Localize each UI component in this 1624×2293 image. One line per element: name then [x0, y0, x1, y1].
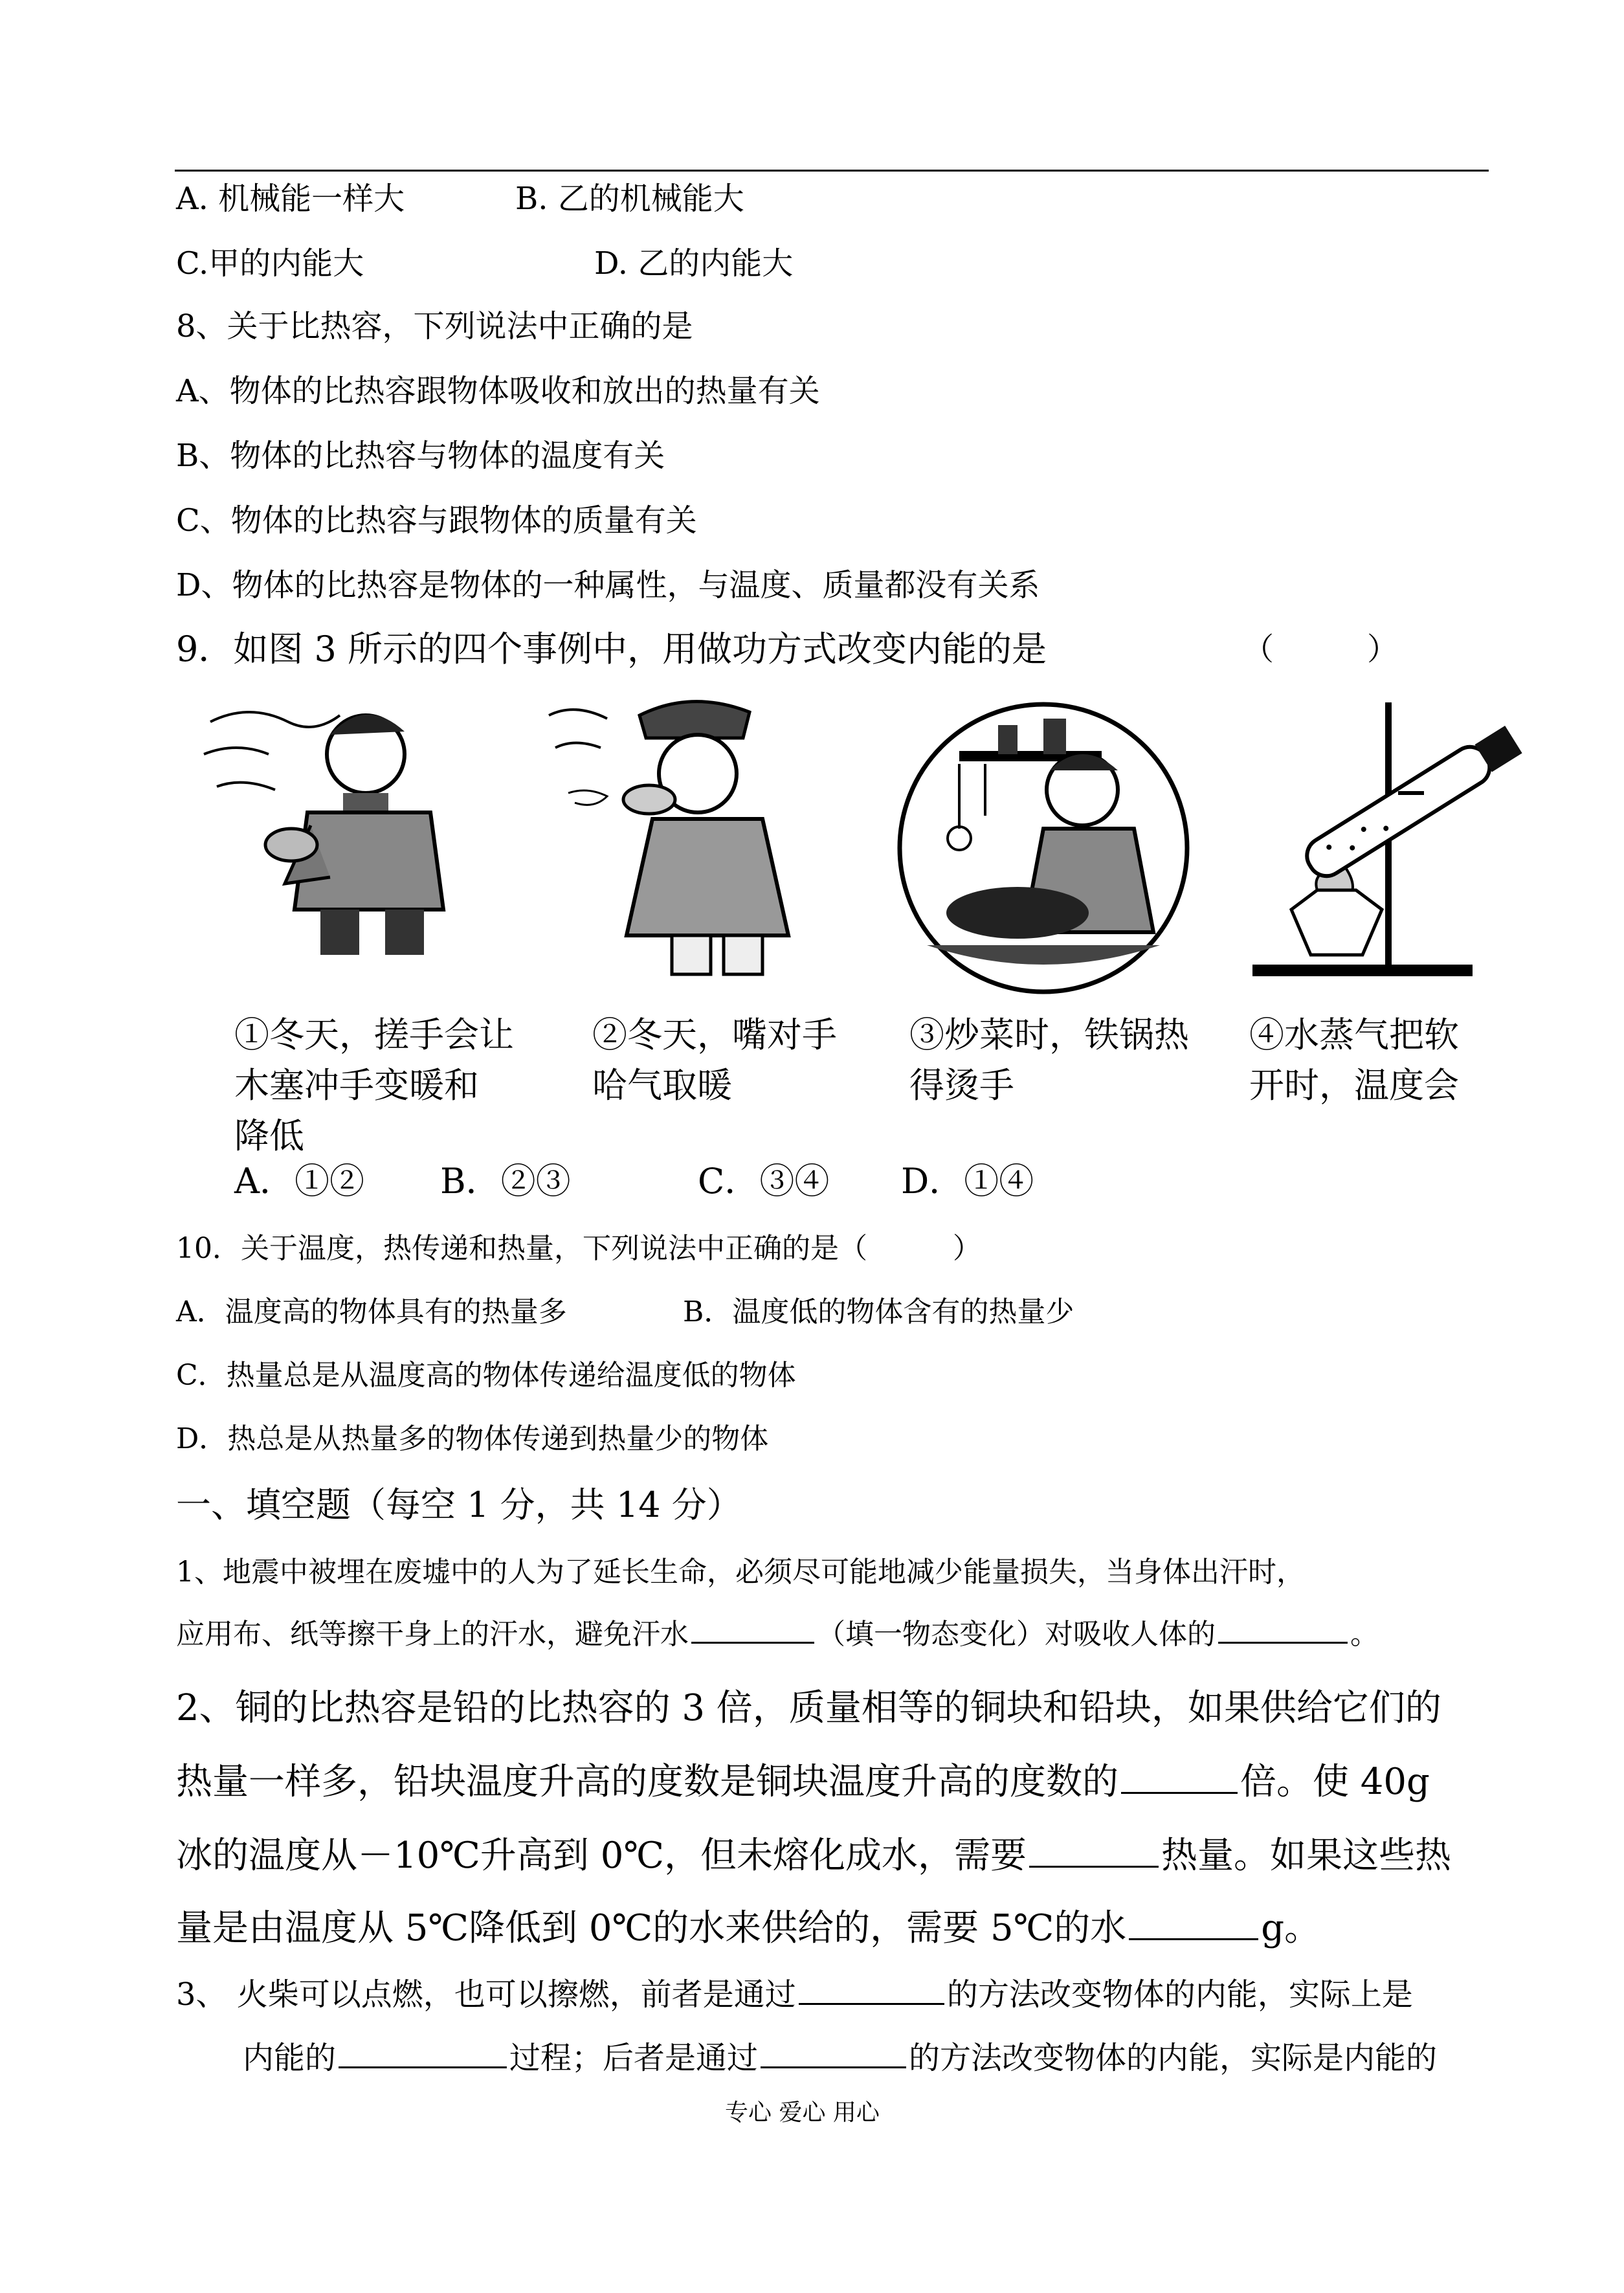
- q8-option-b: B、物体的比热容与物体的温度有关: [176, 438, 665, 474]
- f2-blank-2[interactable]: [1029, 1829, 1159, 1868]
- q7-option-a: A. 机械能一样大: [176, 181, 405, 217]
- f2-line3b: 热量。如果这些热: [1161, 1835, 1451, 1877]
- f2-line4: [176, 1899, 1320, 1951]
- f1-blank-2[interactable]: [1218, 1613, 1348, 1644]
- q9-answer-bracket: （ ）: [1243, 631, 1399, 667]
- q10-stem: 10．关于温度，热传递和热量，下列说法中正确的是（ ）: [176, 1232, 981, 1265]
- f2-blank-1[interactable]: [1121, 1756, 1238, 1794]
- f3-line1b: 的方法改变物体的内能，实际上是: [946, 1976, 1413, 2013]
- q10-option-b: B．温度低的物体含有的热量少: [683, 1295, 1074, 1328]
- q10-option-c: C．热量总是从温度高的物体传递给温度低的物体: [176, 1359, 796, 1392]
- f3-line2a: 内能的: [243, 2040, 337, 2076]
- f1-line2c: 。: [1350, 1618, 1379, 1651]
- f2-line3: [176, 1827, 1451, 1879]
- page-footer: 专心 爱心 用心: [725, 2099, 880, 2126]
- figure-breathing-on-hands: [542, 696, 866, 981]
- q8-option-d: D、物体的比热容是物体的一种属性，与温度、质量都没有关系: [176, 567, 1040, 603]
- f3-blank-1[interactable]: [799, 1972, 944, 2005]
- q7-option-b: B. 乙的机械能大: [515, 181, 744, 217]
- q9-option-c: C．③④: [698, 1161, 830, 1202]
- section-heading: 一、填空题（每空 1 分，共 14 分）: [176, 1484, 742, 1525]
- f3-blank-3[interactable]: [761, 2035, 906, 2068]
- f3-blank-2[interactable]: [339, 2035, 507, 2068]
- f3-line2b: 过程；后者是通过: [509, 2040, 759, 2076]
- f2-line3a: 冰的温度从－10℃升高到 0℃，但未熔化成水，需要: [176, 1835, 1027, 1877]
- f3-line1: [176, 1969, 1413, 2014]
- f2-line2b: 倍。使 40g: [1240, 1761, 1430, 1803]
- q10-option-a: A．温度高的物体具有的热量多: [176, 1295, 567, 1328]
- q8-option-a: A、物体的比热容跟物体吸收和放出的热量有关: [176, 373, 820, 409]
- q7-option-d: D. 乙的内能大: [594, 245, 794, 282]
- figure-cooking: [888, 699, 1199, 997]
- f1-line2a: 应用布、纸等擦干身上的汗水，避免汗水: [176, 1618, 689, 1651]
- figure-test-tube: [1227, 696, 1563, 981]
- q8-stem: 8、关于比热容，下列说法中正确的是: [176, 308, 693, 344]
- f2-line4a: 量是由温度从 5℃降低到 0℃的水来供给的，需要 5℃的水: [176, 1907, 1127, 1949]
- figure-rubbing-hands: [197, 696, 521, 968]
- f2-line2a: 热量一样多，铅块温度升高的度数是铜块温度升高的度数的: [176, 1761, 1118, 1803]
- q10-option-d: D．热总是从热量多的物体传递到热量少的物体: [176, 1422, 769, 1455]
- f3-line1a: 3、 火柴可以点燃，也可以擦燃，前者是通过: [176, 1976, 796, 2013]
- f2-line4b: g。: [1261, 1907, 1321, 1949]
- f1-line2: [176, 1611, 1379, 1652]
- q7-option-c: C.甲的内能大: [176, 245, 364, 282]
- header-rule: [175, 170, 1489, 172]
- f2-line1: 2、铜的比热容是铅的比热容的 3 倍，质量相等的铜块和铅块，如果供给它们的: [176, 1687, 1441, 1729]
- f2-line2: [176, 1753, 1430, 1805]
- f1-blank-1[interactable]: [691, 1613, 814, 1644]
- q9-caption-4: ④水蒸气把软 开时，温度会: [1249, 1014, 1459, 1106]
- q9-option-b: B．②③: [440, 1161, 571, 1202]
- f3-line2: [243, 2033, 1437, 2077]
- f2-blank-3[interactable]: [1129, 1902, 1258, 1940]
- q8-option-c: C、物体的比热容与跟物体的质量有关: [176, 502, 697, 539]
- q9-option-a: A．①②: [234, 1161, 364, 1202]
- q9-caption-2: ②冬天，嘴对手 哈气取暖: [592, 1014, 837, 1106]
- q9-caption-3: ③炒菜时，铁锅热 得烫手: [909, 1014, 1189, 1106]
- q9-option-d: D．①④: [901, 1161, 1034, 1202]
- f1-line2b: （填一物态变化）对吸收人体的: [817, 1618, 1216, 1651]
- q9-caption-1: ①冬天，搓手会让 木塞冲手变暖和 降低: [234, 1014, 514, 1156]
- f1-line1: 1、地震中被埋在废墟中的人为了延长生命，必须尽可能地减少能量损失，当身体出汗时，: [176, 1556, 1305, 1589]
- q9-stem: 9．如图 3 所示的四个事例中，用做功方式改变内能的是: [176, 629, 1047, 669]
- f3-line2c: 的方法改变物体的内能，实际是内能的: [909, 2040, 1438, 2076]
